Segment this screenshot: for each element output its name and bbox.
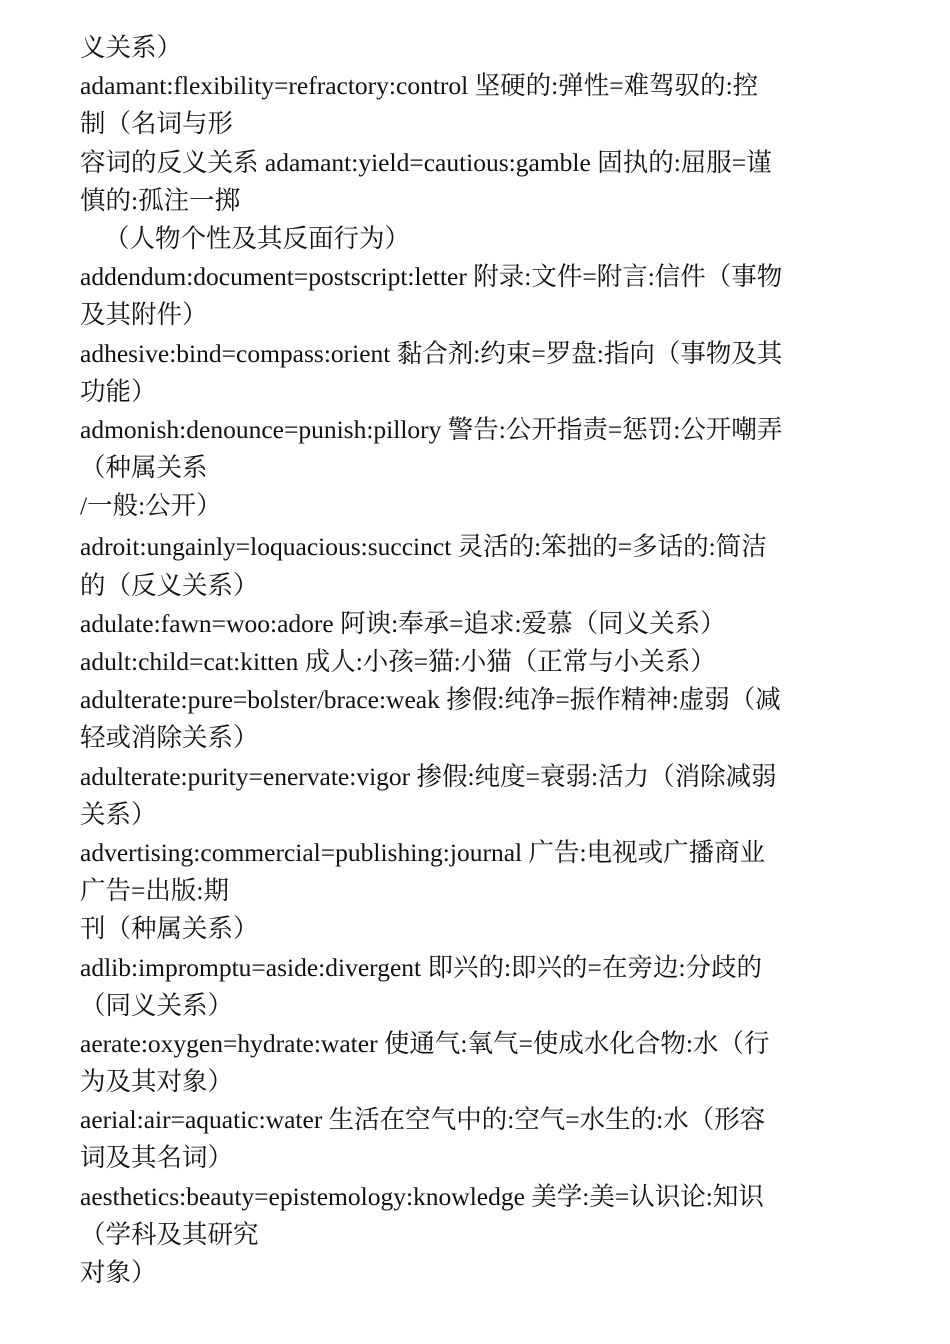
text-line-9: adhesive:bind=compass:orient 黏合剂:约束=罗盘:指向（事物及其 bbox=[80, 338, 783, 368]
text-line-4: 容词的反义关系 adamant:yield=cautious:gamble 固执的:屈服=谨 bbox=[80, 147, 772, 177]
text-line-24: 刊（种属关系） bbox=[80, 914, 259, 944]
text-line-22: advertising:commercial=publishing:journal 广告:电视或广播商业 bbox=[80, 837, 766, 867]
text-line-18: adulterate:pure=bolster/brace:weak 掺假:纯净=振作精神:虚弱（减 bbox=[80, 685, 781, 715]
text-line-19: 轻或消除关系） bbox=[80, 723, 259, 753]
text-line-29: aerial:air=aquatic:water 生活在空气中的:空气=水生的:水（形容 bbox=[80, 1105, 766, 1135]
text-line-5: 慎的:孤注一掷 bbox=[80, 185, 241, 215]
text-line-21: 关系） bbox=[80, 799, 157, 829]
text-line-17: adult:child=cat:kitten 成人:小孩=猫:小猫（正常与小关系） bbox=[80, 647, 716, 676]
text-line-30: 词及其名词） bbox=[80, 1143, 234, 1173]
text-line-3: 制（名词与形 bbox=[80, 109, 234, 139]
text-line-31: aesthetics:beauty=epistemology:knowledge 美学:美=认识论:知识 bbox=[80, 1181, 764, 1211]
text-line-28: 为及其对象） bbox=[80, 1067, 234, 1097]
text-line-1: 义关系） bbox=[80, 33, 183, 62]
text-line-11: admonish:denounce=punish:pillory 警告:公开指责=惩罚:公开嘲弄 bbox=[80, 414, 783, 444]
text-line-13: /一般:公开） bbox=[80, 491, 222, 521]
text-line-7: addendum:document=postscript:letter 附录:文件=附言:信件（事物 bbox=[80, 262, 783, 292]
text-line-25: adlib:impromptu=aside:divergent 即兴的:即兴的=在旁边:分歧的 bbox=[80, 952, 763, 982]
text-line-12: （种属关系 bbox=[80, 453, 208, 483]
text-line-8: 及其附件） bbox=[80, 300, 208, 330]
text-line-10: 功能） bbox=[80, 376, 157, 406]
text-line-33: 对象） bbox=[80, 1258, 157, 1287]
text-line-15: 的（反义关系） bbox=[80, 570, 259, 600]
text-line-16: adulate:fawn=woo:adore 阿谀:奉承=追求:爱慕（同义关系） bbox=[80, 608, 726, 638]
text-line-32: （学科及其研究 bbox=[80, 1219, 259, 1249]
text-line-14: adroit:ungainly=loquacious:succinct 灵活的:笨拙的=多话的:简洁 bbox=[80, 532, 767, 562]
text-line-27: aerate:oxygen=hydrate:water 使通气:氧气=使成水化合物:水（行 bbox=[80, 1028, 770, 1058]
text-line-6: （人物个性及其反面行为） bbox=[104, 223, 411, 253]
text-line-2: adamant:flexibility=refractory:control 坚硬的:弹性=难驾驭的:控 bbox=[80, 71, 759, 101]
text-line-26: （同义关系） bbox=[80, 990, 234, 1020]
text-line-23: 广告=出版:期 bbox=[80, 876, 229, 906]
text-line-20: adulterate:purity=enervate:vigor 掺假:纯度=衰弱:活力（消除减弱 bbox=[80, 761, 777, 791]
